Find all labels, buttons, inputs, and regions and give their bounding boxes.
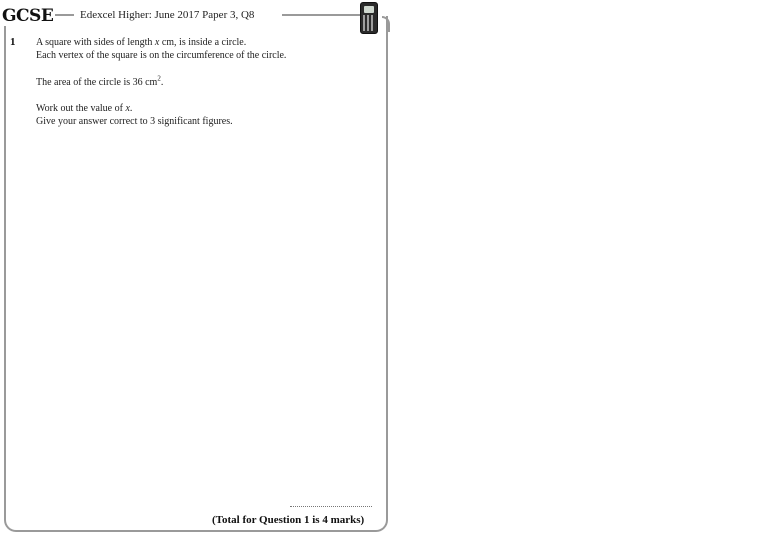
paper-title: Edexcel Higher: June 2017 Paper 3, Q8 <box>80 9 255 21</box>
calculator-screen <box>364 6 374 13</box>
total-marks: (Total for Question 1 is 4 marks) <box>212 514 365 526</box>
question-number: 1 <box>10 36 16 48</box>
gcse-logo: GCSE <box>2 6 54 26</box>
line4-end: . <box>129 103 133 114</box>
calculator-keys <box>363 15 375 31</box>
variable-x: x <box>125 103 130 114</box>
calculator-icon <box>360 2 378 34</box>
line4-start: Work out the value of <box>36 103 126 114</box>
line3-start: The area of the circle is 36 cm <box>36 77 158 88</box>
question-line-3 <box>36 76 163 89</box>
question-line-4 <box>36 102 132 115</box>
question-line-1 <box>36 36 246 49</box>
question-line-2: Each vertex of the square is on the circumference of the circle. <box>36 50 287 61</box>
question-frame <box>4 16 388 532</box>
question-line-5: Give your answer correct to 3 significant figures. <box>36 116 233 127</box>
line1-end: cm, is inside a circle. <box>159 37 247 48</box>
line1-start: A square with sides of length <box>36 37 155 48</box>
frame-corner <box>382 16 390 32</box>
answer-line <box>290 506 372 507</box>
superscript: 2 <box>157 74 161 83</box>
line3-end: . <box>160 77 164 88</box>
variable-x: x <box>154 37 160 48</box>
